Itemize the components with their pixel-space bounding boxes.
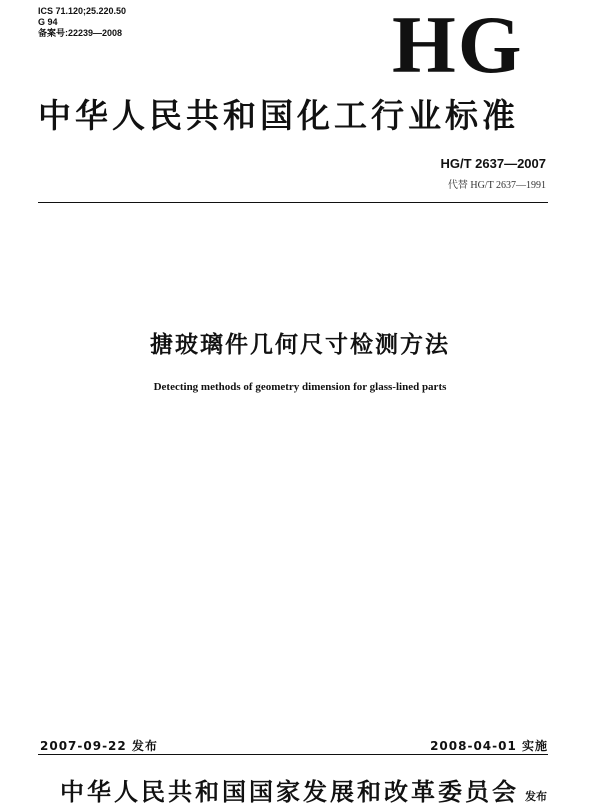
hg-logo: HG xyxy=(392,0,524,90)
issuer-name: 中华人民共和国国家发展和改革委员会 xyxy=(60,777,519,806)
ccs-code: G 94 xyxy=(38,17,58,27)
document-title-chinese: 搪玻璃件几何尺寸检测方法 xyxy=(150,332,450,358)
implementation-date: 2008-04-01 实施 xyxy=(430,739,548,753)
standard-category-title: 中华人民共和国化工行业标准 xyxy=(38,96,519,135)
replaces-standard: 代替 HG/T 2637—1991 xyxy=(447,180,546,191)
issuer-suffix: 发布 xyxy=(525,790,547,803)
standard-number: HG/T 2637—2007 xyxy=(440,156,546,171)
top-divider xyxy=(38,202,548,203)
bottom-divider xyxy=(38,754,548,755)
document-title-english: Detecting methods of geometry dimension for glass-lined parts xyxy=(153,381,447,393)
ics-code: ICS 71.120;25.220.50 xyxy=(38,6,127,16)
filing-number: 备案号:22239—2008 xyxy=(38,28,123,38)
issuing-authority xyxy=(60,772,547,807)
issue-date: 2007-09-22 发布 xyxy=(40,739,158,753)
